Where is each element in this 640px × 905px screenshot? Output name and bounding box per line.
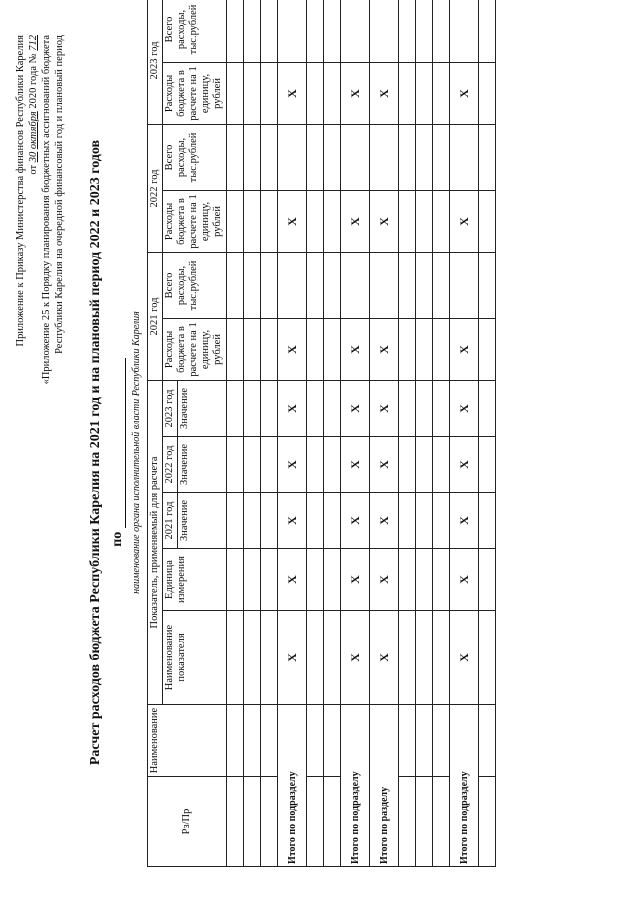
table-cell (433, 549, 450, 611)
table-cell (227, 611, 244, 705)
organ-line (110, 30, 126, 875)
table-cell (399, 318, 416, 380)
table-cell (261, 777, 278, 867)
total-row-label: Итого по подразделу (341, 705, 370, 867)
table-cell (399, 777, 416, 867)
table-cell (244, 190, 261, 252)
x-mark-cell: X (341, 437, 370, 493)
x-mark-cell: X (341, 493, 370, 549)
table-cell (307, 611, 324, 705)
budget-table-wrap (147, 4, 496, 867)
total-row-label: Итого по разделу (370, 705, 399, 867)
x-mark-cell: X (450, 437, 479, 493)
table-cell (324, 252, 341, 318)
approval-date-mid: 2020 года № (28, 53, 39, 109)
table-cell (307, 190, 324, 252)
table-cell (307, 493, 324, 549)
header-2021-per-unit: Расходы бюджета в расчете на 1 единицу, рублей (163, 318, 227, 380)
table-cell (399, 437, 416, 493)
table-cell (450, 124, 479, 190)
header-name: Наименование (148, 705, 227, 777)
x-mark-cell: X (450, 62, 479, 124)
table-cell (324, 549, 341, 611)
table-row (227, 0, 244, 867)
organ-blank (111, 358, 126, 528)
table-cell (324, 62, 341, 124)
table-cell (433, 318, 450, 380)
table-cell (399, 705, 416, 777)
header-indicator-group: Показатель, применяемый для расчета (148, 380, 163, 704)
table-cell (261, 493, 278, 549)
table-cell (227, 62, 244, 124)
table-cell (227, 437, 244, 493)
table-cell (416, 190, 433, 252)
table-cell (227, 493, 244, 549)
x-mark-cell: X (370, 380, 399, 436)
table-cell (261, 549, 278, 611)
x-mark-cell: X (450, 190, 479, 252)
x-mark-cell: X (450, 380, 479, 436)
header-2022-total: Всего расходы, тыс.рублей (163, 124, 227, 190)
table-cell (227, 252, 244, 318)
table-cell (479, 0, 496, 62)
table-cell (416, 437, 433, 493)
table-cell (416, 62, 433, 124)
total-row (450, 0, 479, 867)
x-mark-cell: X (278, 437, 307, 493)
x-mark-cell: X (450, 493, 479, 549)
table-cell (261, 252, 278, 318)
table-cell (324, 611, 341, 705)
table-cell (479, 777, 496, 867)
document-title: Расчет расходов бюджета Республики Карелия на 2021 год и на плановый период 2022 и 2023 годов (88, 139, 103, 766)
approval-line-4: Республики Карелия на очередной финансовый год и плановый период (54, 35, 65, 354)
table-row (244, 0, 261, 867)
x-mark-cell: X (341, 549, 370, 611)
table-cell (399, 0, 416, 62)
approval-date-prefix: от (28, 164, 39, 175)
table-cell (307, 549, 324, 611)
table-cell (261, 0, 278, 62)
table-cell (227, 549, 244, 611)
table-cell (244, 549, 261, 611)
table-cell (261, 190, 278, 252)
table-cell (261, 124, 278, 190)
header-2021-total: Всего расходы, тыс.рублей (163, 252, 227, 318)
table-cell (307, 62, 324, 124)
table-cell (261, 380, 278, 436)
table-row (261, 0, 278, 867)
table-cell (261, 62, 278, 124)
total-row (370, 0, 399, 867)
x-mark-cell: X (370, 611, 399, 705)
table-cell (324, 493, 341, 549)
table-cell (244, 437, 261, 493)
table-cell (399, 549, 416, 611)
table-cell (479, 493, 496, 549)
approval-line-1: Приложение к Приказу Министерства финансов Республики Карелия (15, 35, 26, 347)
approval-line-3: «Приложение 25 к Порядку планирования бюджетных ассигнований бюджета (41, 35, 52, 385)
header-year-2021: 2021 год (148, 252, 163, 380)
table-cell (433, 493, 450, 549)
table-cell (307, 252, 324, 318)
header-ind-2021: 2021 год (163, 493, 178, 549)
table-cell (261, 705, 278, 777)
table-cell (479, 705, 496, 777)
table-cell (244, 493, 261, 549)
table-cell (399, 190, 416, 252)
table-cell (416, 0, 433, 62)
header-2023-total: Всего расходы, тыс.рублей (163, 0, 227, 62)
table-cell (479, 318, 496, 380)
table-cell (324, 190, 341, 252)
table-cell (433, 124, 450, 190)
table-cell (479, 380, 496, 436)
table-cell (370, 124, 399, 190)
table-cell (324, 437, 341, 493)
table-row (479, 0, 496, 867)
table-cell (307, 437, 324, 493)
approval-day: 30 (28, 151, 39, 163)
table-cell (244, 380, 261, 436)
table-cell (433, 777, 450, 867)
table-row (433, 0, 450, 867)
table-cell (450, 0, 479, 62)
table-body (227, 0, 496, 867)
table-cell (399, 493, 416, 549)
table-cell (261, 611, 278, 705)
table-cell (307, 124, 324, 190)
table-cell (244, 62, 261, 124)
table-cell (324, 0, 341, 62)
table-cell (341, 0, 370, 62)
table-cell (479, 549, 496, 611)
table-row (307, 0, 324, 867)
budget-table (147, 0, 496, 867)
table-cell (433, 380, 450, 436)
table-cell (399, 124, 416, 190)
table-cell (261, 437, 278, 493)
table-cell (278, 124, 307, 190)
x-mark-cell: X (370, 549, 399, 611)
table-cell (416, 611, 433, 705)
header-value-2022: Значение (178, 437, 227, 493)
table-cell (227, 318, 244, 380)
table-cell (416, 252, 433, 318)
x-mark-cell: X (278, 380, 307, 436)
table-cell (479, 190, 496, 252)
header-rzpr: Рз/Пр (148, 777, 227, 867)
header-2023-per-unit: Расходы бюджета в расчете на 1 единицу, рублей (163, 62, 227, 124)
table-row (324, 0, 341, 867)
table-cell (324, 124, 341, 190)
header-ind-2022: 2022 год (163, 437, 178, 493)
header-year-2023: 2023 год (148, 0, 163, 124)
approval-line-2 (27, 35, 40, 505)
header-indicator-name: Наименование показателя (163, 611, 227, 705)
approval-block (14, 35, 66, 505)
x-mark-cell: X (341, 611, 370, 705)
table-cell (433, 0, 450, 62)
table-cell (479, 252, 496, 318)
header-year-2022: 2022 год (148, 124, 163, 252)
table-cell (479, 124, 496, 190)
table-cell (227, 380, 244, 436)
table-cell (433, 62, 450, 124)
table-cell (307, 380, 324, 436)
header-ind-2023: 2023 год (163, 380, 178, 436)
x-mark-cell: X (278, 611, 307, 705)
table-cell (479, 437, 496, 493)
table-cell (244, 0, 261, 62)
table-cell (227, 190, 244, 252)
table-cell (416, 705, 433, 777)
table-cell (370, 0, 399, 62)
table-cell (399, 252, 416, 318)
total-row-label: Итого по подразделу (278, 705, 307, 867)
total-row (278, 0, 307, 867)
x-mark-cell: X (278, 62, 307, 124)
table-cell (307, 0, 324, 62)
table-cell (244, 252, 261, 318)
table-row (416, 0, 433, 867)
approval-number: 712 (28, 35, 39, 51)
table-cell (307, 318, 324, 380)
table-cell (399, 380, 416, 436)
table-cell (416, 549, 433, 611)
total-row-label: Итого по подразделу (450, 705, 479, 867)
table-cell (433, 252, 450, 318)
total-row (341, 0, 370, 867)
table-row (399, 0, 416, 867)
table-cell (244, 777, 261, 867)
table-cell (244, 124, 261, 190)
table-cell (433, 611, 450, 705)
table-cell (416, 777, 433, 867)
table-cell (278, 252, 307, 318)
table-cell (341, 124, 370, 190)
table-cell (307, 705, 324, 777)
table-cell (416, 318, 433, 380)
table-cell (227, 0, 244, 62)
by-label: по (110, 531, 125, 547)
table-cell (324, 705, 341, 777)
x-mark-cell: X (450, 549, 479, 611)
table-cell (399, 62, 416, 124)
organ-caption: наименование органа исполнительной власти Республики Карелия (131, 311, 142, 594)
table-cell (479, 62, 496, 124)
table-cell (278, 0, 307, 62)
table-cell (450, 252, 479, 318)
table-cell (433, 705, 450, 777)
x-mark-cell: X (370, 190, 399, 252)
table-cell (433, 437, 450, 493)
table-cell (244, 611, 261, 705)
table-cell (416, 493, 433, 549)
x-mark-cell: X (341, 62, 370, 124)
table-cell (227, 777, 244, 867)
x-mark-cell: X (370, 493, 399, 549)
table-cell (261, 318, 278, 380)
x-mark-cell: X (450, 318, 479, 380)
table-cell (370, 252, 399, 318)
table-cell (244, 318, 261, 380)
x-mark-cell: X (341, 380, 370, 436)
header-value-2023: Значение (178, 380, 227, 436)
table-cell (341, 252, 370, 318)
table-cell (324, 777, 341, 867)
table-cell (324, 318, 341, 380)
table-cell (227, 124, 244, 190)
x-mark-cell: X (370, 62, 399, 124)
x-mark-cell: X (278, 493, 307, 549)
x-mark-cell: X (370, 318, 399, 380)
table-cell (416, 380, 433, 436)
x-mark-cell: X (370, 437, 399, 493)
x-mark-cell: X (341, 190, 370, 252)
header-value-2021: Значение (178, 493, 227, 549)
x-mark-cell: X (278, 318, 307, 380)
header-unit: Единица измерения (163, 549, 227, 611)
table-cell (244, 705, 261, 777)
approval-month: октября (28, 111, 39, 150)
table-cell (433, 190, 450, 252)
table-cell (479, 611, 496, 705)
x-mark-cell: X (278, 549, 307, 611)
table-cell (324, 380, 341, 436)
table-cell (227, 705, 244, 777)
table-cell (307, 777, 324, 867)
x-mark-cell: X (341, 318, 370, 380)
x-mark-cell: X (450, 611, 479, 705)
table-cell (416, 124, 433, 190)
x-mark-cell: X (278, 190, 307, 252)
table-cell (399, 611, 416, 705)
header-2022-per-unit: Расходы бюджета в расчете на 1 единицу, рублей (163, 190, 227, 252)
